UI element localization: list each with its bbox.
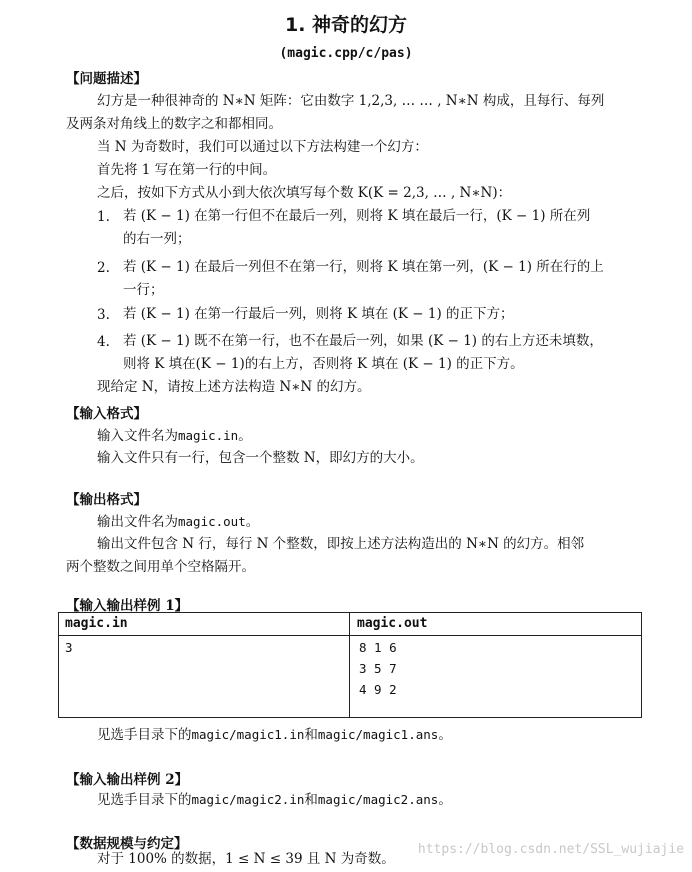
- list-item-line: 若 (K − 1) 在第一行但不在最后一列，则将 K 填在最后一行，(K − 1) 所在列: [123, 208, 591, 224]
- sample1-note-and: 和: [304, 727, 318, 743]
- list-item-line: 若 (K − 1) 在最后一列但不在第一行，则将 K 填在第一列，(K − 1) 所在行的上: [123, 259, 604, 275]
- sample2-note-ans-file: magic/magic2.ans: [317, 792, 439, 807]
- section-sample2-heading: 【输入输出样例 2】: [66, 772, 189, 788]
- list-item-number: 1.: [97, 209, 110, 225]
- section-limits-heading: 【数据规模与约定】: [66, 836, 188, 852]
- list-item-number: 3.: [97, 307, 110, 323]
- input-filename-line: [97, 424, 252, 448]
- problem-paragraph-4: 之后，按如下方式从小到大依次填写每个数 K(K = 2,3, … , N∗N)：: [97, 185, 512, 201]
- sample1-note: [97, 723, 452, 747]
- sample-input-value: 3: [65, 640, 73, 655]
- sample1-note-suffix: 。: [438, 727, 452, 743]
- sample-output-header: magic.out: [357, 616, 428, 631]
- sample2-note-and: 和: [304, 792, 318, 808]
- sample1-note-ans-file: magic/magic1.ans: [317, 727, 439, 742]
- problem-paragraph-3: 首先将 1 写在第一行的中间。: [97, 162, 277, 178]
- list-item-line: 一行；: [123, 282, 164, 298]
- input-filename-code: magic.in: [178, 428, 239, 443]
- sample-output-line: 4 9 2: [359, 682, 397, 697]
- list-item-number: 4.: [97, 334, 110, 350]
- sample2-note-in-file: magic/magic2.in: [191, 792, 305, 807]
- sample2-note: [97, 788, 452, 812]
- list-item-line: 则将 K 填在(K − 1)的右上方，否则将 K 填在 (K − 1) 的正下方。: [123, 356, 524, 372]
- output-filename-suffix: 。: [245, 514, 260, 530]
- output-description-line-1: 输出文件包含 N 行，每行 N 个整数，即按上述方法构造出的 N∗N 的幻方。相邻: [97, 536, 585, 552]
- output-description-line-2: 两个整数之间用单个空格隔开。: [66, 559, 255, 575]
- list-item-line: 若 (K − 1) 既不在第一行，也不在最后一列，如果 (K − 1) 的右上方还未填数，: [123, 333, 603, 349]
- problem-paragraph-1-line-2: 及两条对角线上的数字之和都相同。: [66, 116, 282, 132]
- watermark: https://blog.csdn.net/SSL_wujiajie: [417, 842, 684, 857]
- problem-paragraph-1-line-1: 幻方是一种很神奇的 N∗N 矩阵：它由数字 1,2,3, … … , N∗N 构成，且每行、每列: [97, 93, 605, 109]
- problem-paragraph-5: 现给定 N，请按上述方法构造 N∗N 的幻方。: [97, 379, 371, 395]
- problem-title: 1. 神奇的幻方: [284, 14, 408, 36]
- sample-table: [58, 612, 642, 718]
- sample-output-line: 3 5 7: [359, 661, 397, 676]
- sample2-note-suffix: 。: [438, 792, 452, 808]
- sample-output-line: 8 1 6: [359, 640, 397, 655]
- sample-table-divider: [349, 613, 350, 717]
- input-description: 输入文件只有一行，包含一个整数 N，即幻方的大小。: [97, 450, 424, 466]
- section-sample1-heading: 【输入输出样例 1】: [66, 598, 189, 614]
- output-filename-prefix: 输出文件名为: [97, 514, 178, 530]
- output-filename-code: magic.out: [178, 514, 246, 529]
- section-input-heading: 【输入格式】: [66, 406, 147, 422]
- input-filename-suffix: 。: [238, 428, 252, 444]
- sample1-note-in-file: magic/magic1.in: [191, 727, 305, 742]
- problem-paragraph-2: 当 N 为奇数时，我们可以通过以下方法构建一个幻方：: [97, 139, 428, 155]
- list-item-line: 的右一列；: [123, 231, 191, 247]
- section-problem-heading: 【问题描述】: [66, 71, 147, 87]
- output-filename-line: [97, 510, 259, 534]
- list-item-number: 2.: [97, 260, 110, 276]
- sample-table-header-row: [59, 613, 641, 636]
- sample1-note-prefix: 见选手目录下的: [97, 727, 192, 743]
- sample2-note-prefix: 见选手目录下的: [97, 792, 192, 808]
- limits-description: 对于 100% 的数据，1 ≤ N ≤ 39 且 N 为奇数。: [97, 851, 395, 867]
- list-item-line: 若 (K − 1) 在第一行最后一列，则将 K 填在 (K − 1) 的正下方；: [123, 306, 514, 322]
- sample-input-header: magic.in: [65, 616, 128, 631]
- section-output-heading: 【输出格式】: [66, 492, 147, 508]
- input-filename-prefix: 输入文件名为: [97, 428, 178, 444]
- problem-subtitle: (magic.cpp/c/pas): [279, 46, 413, 61]
